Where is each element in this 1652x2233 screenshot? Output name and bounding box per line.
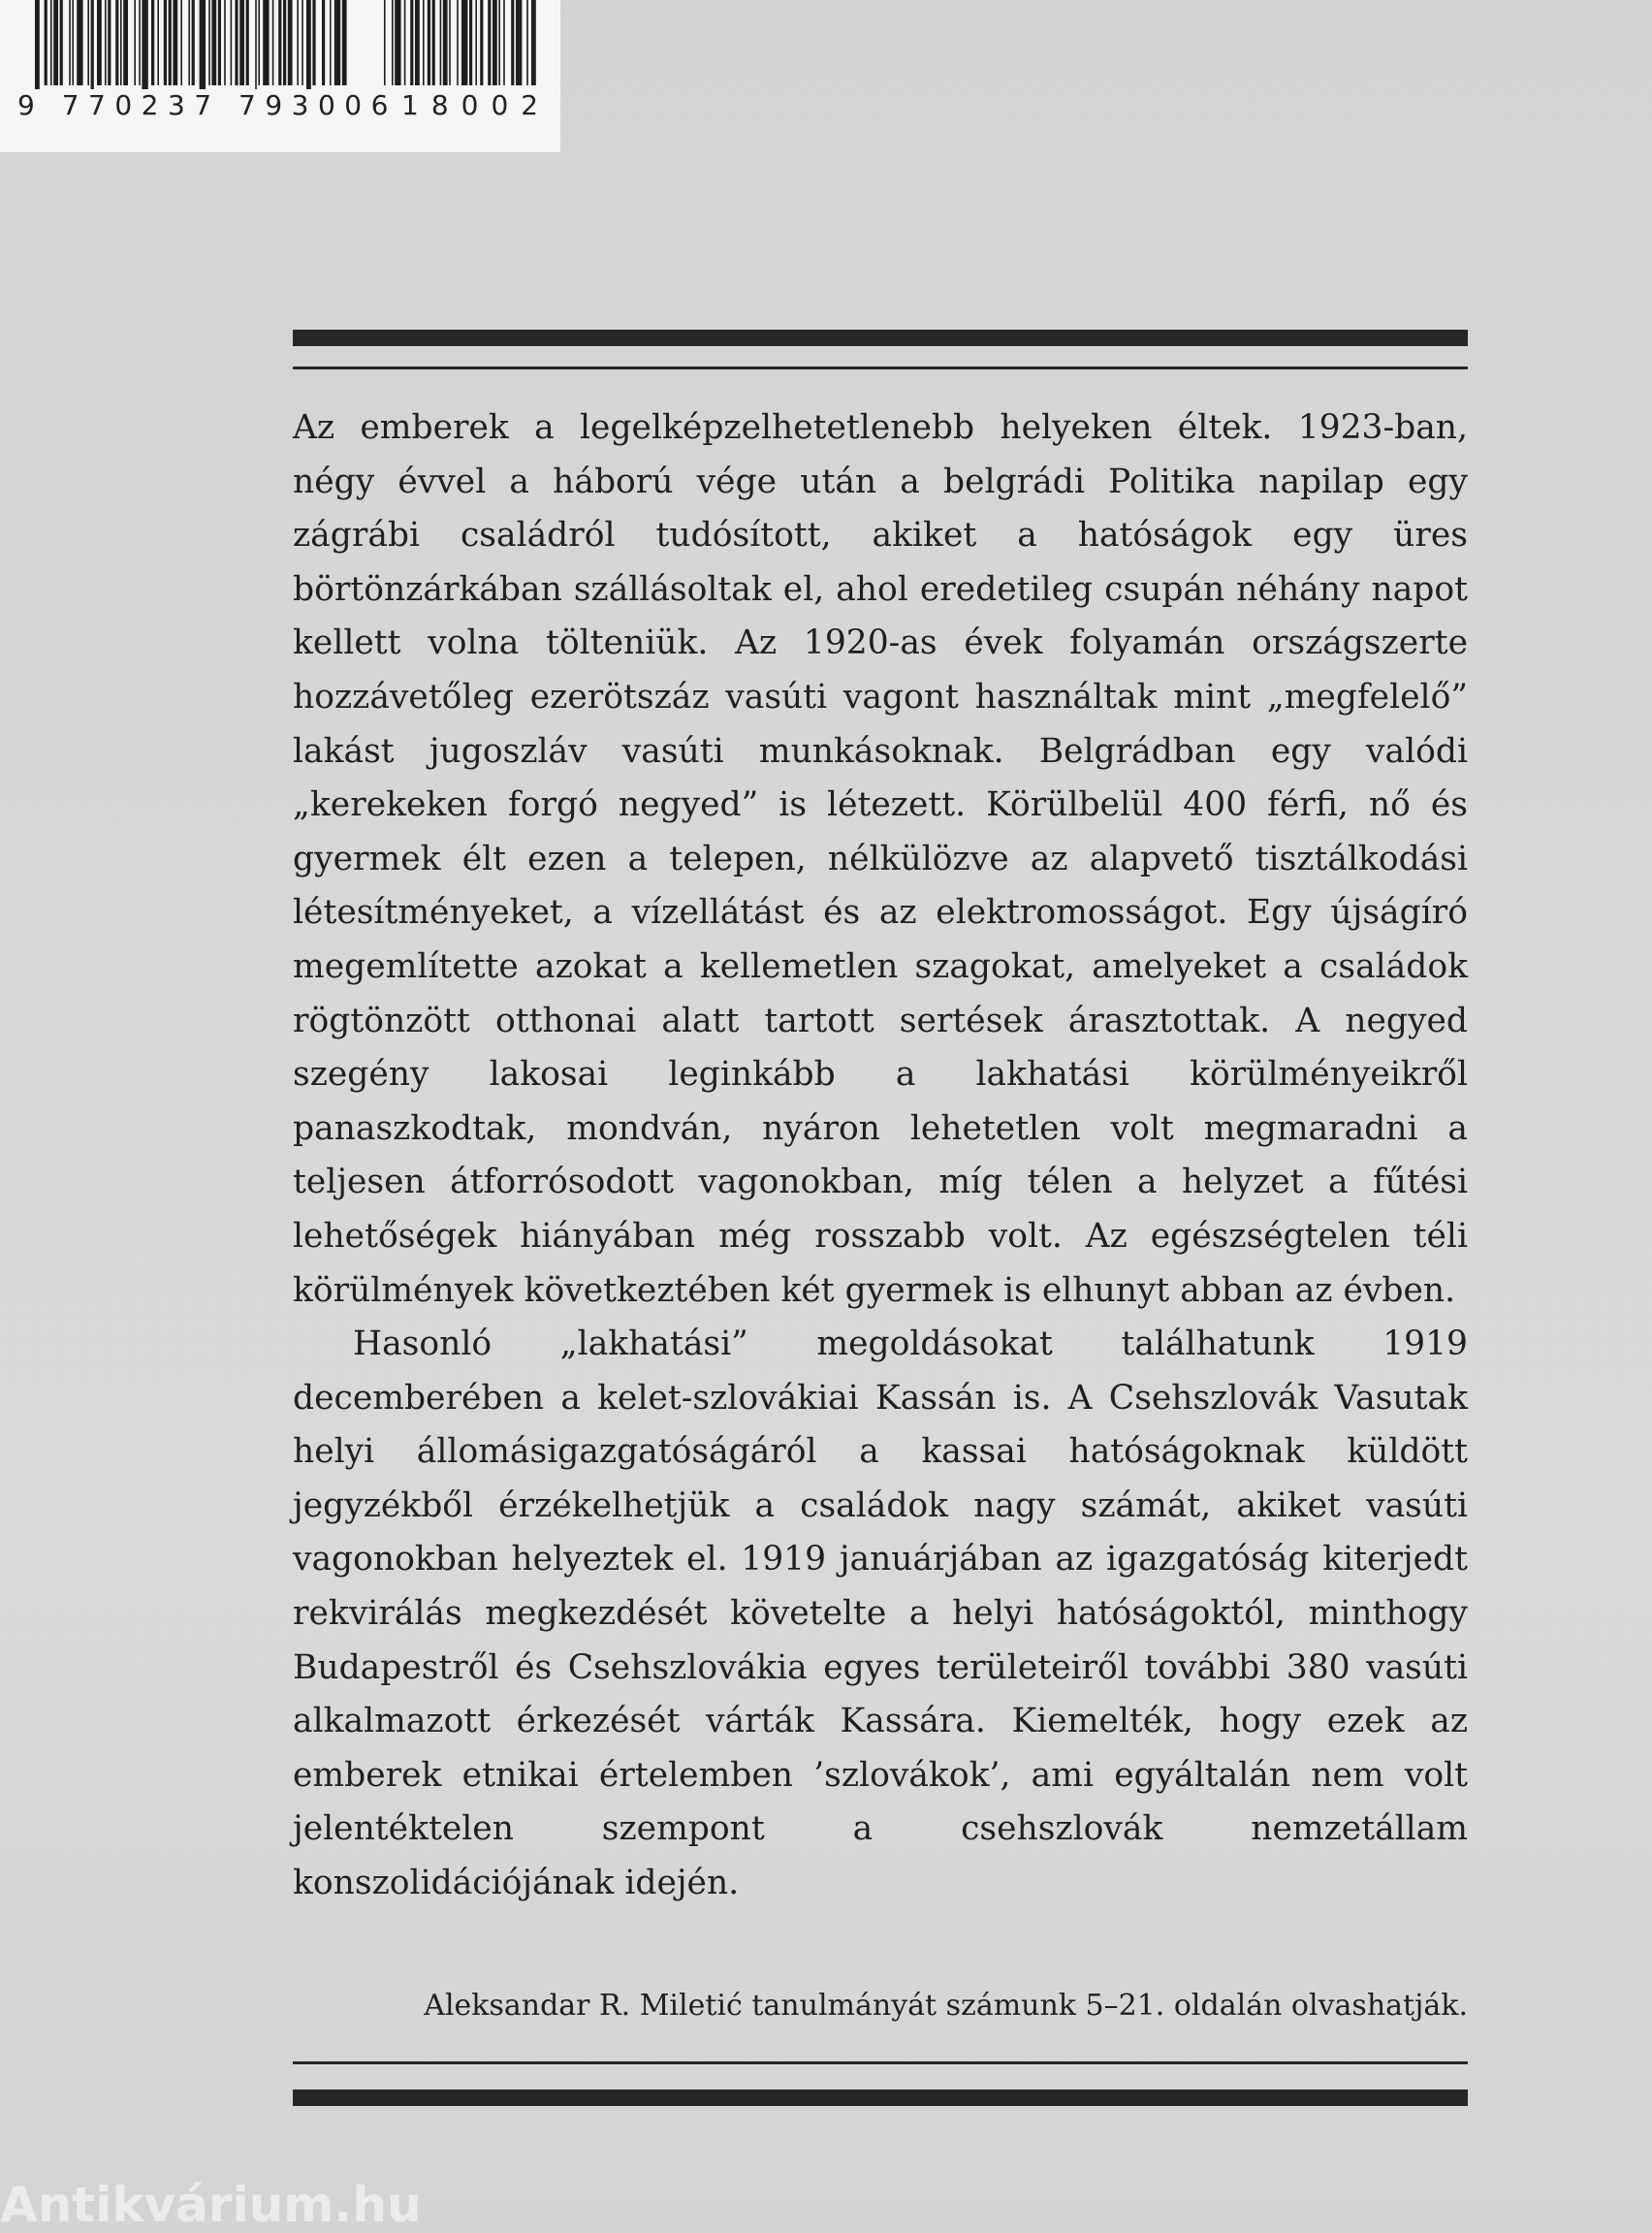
barcode-bar [72,0,74,85]
barcode-bar [384,0,386,85]
bottom-rule-thin [293,2061,1468,2064]
barcode-bar [188,0,190,85]
barcode-bar [69,0,71,85]
barcode-bar [255,0,257,89]
barcode-bar [516,0,522,85]
barcode-bar [87,0,89,85]
barcode-bar [526,0,528,85]
barcode-bar [258,0,260,85]
barcode-bar [151,0,154,85]
barcode-bar [312,0,315,85]
barcode-addon-digits: 18002 [401,89,552,121]
barcode-bar [105,0,107,85]
barcode-bar [173,0,177,85]
top-rule-thick [293,330,1468,346]
barcode-bar [35,0,40,89]
barcode-bar [192,0,195,85]
barcode-bar [115,0,118,85]
barcode-bar [169,0,172,85]
barcode-bar [330,0,332,85]
barcode-bar [488,0,491,85]
barcode-bar [134,0,136,85]
barcode-bar [278,0,281,85]
barcode-bar [334,0,340,85]
barcode-bar [410,0,413,85]
barcode-bar [50,0,52,85]
barcode-bar [432,0,435,85]
barcode-bar [208,0,210,85]
top-rule-thin [293,367,1468,369]
barcode-bar [246,0,249,85]
barcode-bar [218,0,221,85]
barcode-bar [395,0,400,85]
barcode-bar [211,0,216,85]
barcode-bar [475,0,477,85]
barcode-bar [123,0,128,85]
article-paragraph: Hasonló „lakhatási” megoldásokat találhatunk 1919 decemberében a kelet-szlovákiai Kassán is. A Csehszlovák Vasutak helyi állomásigazgatóságáról a kassai hatóságoknak küldött jegyzékből érzékelhetjük a családok nagy számát, akiket vasúti vagonokban helyeztek el. 1919 januárjában az igazgatóság kiterjedt rekvirálás megkezdését követelte a helyi hatóságoktól, minthogy Budapestről és Csehszlovákia egyes területeiről további 380 vasúti alkalmazott érkezését várták Kassára. Kiemelték, hogy ezek az emberek etnikai értelemben ’szlovákok’, ami egyáltalán nem volt jelentéktelen szempont a csehszlovák nemzetállam konszolidációjának idején. [293,1324,1468,1903]
barcode-bar [235,0,238,85]
barcode-bar [306,0,311,89]
barcode-bar [263,0,269,85]
barcode-bar [231,0,233,85]
watermark: Antikvárium.hu [0,2177,422,2233]
barcode-bar [97,0,102,85]
article-credit: Aleksandar R. Miletić tanulmányát számunk 5–21. oldalán olvashatják. [424,1989,1468,2023]
barcode-bar [404,0,406,85]
barcode-label [0,0,560,152]
barcode-bar [139,0,141,85]
barcode-bar [239,0,244,85]
barcode-bar [440,0,442,85]
barcode-bar [45,0,48,85]
barcode-bar [423,0,425,85]
barcode-bar [342,0,347,85]
barcode-bar [322,0,325,85]
barcode-bar [492,0,497,85]
barcode-bar [91,0,94,89]
barcode-bar [392,0,394,85]
barcode-bar [164,0,167,85]
barcode-bar [297,0,299,85]
article-body [293,401,1468,1911]
barcode-bar [302,0,303,85]
barcode-bar [200,0,206,89]
barcode-bar [498,0,500,85]
barcode-bar [503,0,505,85]
bottom-rule-thick [293,2089,1468,2106]
article-paragraph: Az emberek a legelképzelhetetlenebb helyeken éltek. 1923-ban, négy évvel a háború vége után a belgrádi Politika napilap egy zágrábi családról tudósított, akiket a hatóságok egy üres börtönzárkában szállásoltak el, ahol eredetileg csupán néhány napot kellett volna tölteniük. Az 1920-as évek folyamán országszerte hozzávetőleg ezerötszáz vasúti vagont használtak mint „megfelelő” lakást jugoszláv vasúti munkásoknak. Belgrádban egy valódi „kerekeken forgó negyed” is létezett. Körülbelül 400 férfi, nő és gyermek élt ezen a telepen, nélkülözve az alapvető tisztálkodási létesítményeket, a vízellátást és az elektromosságot. Egy újságíró megemlítette azokat a kellemetlen szagokat, amelyeket a családok rögtönzött otthonai alatt tartott sertések árasztottak. A negyed szegény lakosai leginkább a lakhatási körülményeikről panaszkodtak, mondván, nyáron lehetetlen volt megmaradni a teljesen átforrósodott vagonokban, míg télen a helyzet a fűtési lehetőségek hiányában még rosszabb volt. Az egészségtelen téli körülmények következtében két gyermek is elhunyt abban az évben. [293,408,1468,1310]
barcode-bar [53,0,58,85]
barcode-bar [157,0,159,85]
barcode-bar [108,0,111,85]
barcode-main-digits: 9 770237 793006 [17,89,397,121]
barcode-bar [77,0,82,85]
barcode-bar [511,0,514,85]
barcode-bar [180,0,182,85]
barcode-bar [449,0,451,85]
barcode-bar [415,0,420,85]
barcode-bar [288,0,293,85]
barcode-bars [0,0,560,89]
barcode-bar [272,0,274,85]
barcode-bar [469,0,472,85]
barcode-bar [531,0,536,85]
barcode-bar [443,0,448,85]
barcode-bar [142,0,147,89]
barcode-bar [428,0,430,85]
barcode-bar [461,0,467,85]
barcode-bar [60,0,63,85]
barcode-bar [457,0,459,85]
barcode-bar [480,0,483,85]
barcode-bar [224,0,226,85]
barcode-bar [120,0,122,85]
barcode-bar [283,0,286,85]
